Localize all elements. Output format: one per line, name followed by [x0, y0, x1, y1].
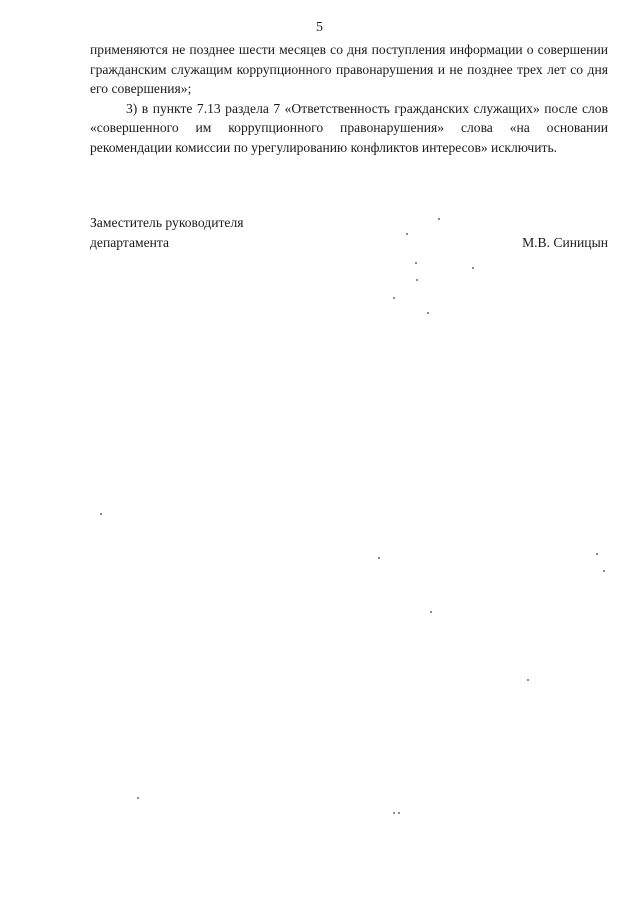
signature-row-2 — [90, 233, 608, 253]
scan-speck — [416, 279, 418, 281]
page-number: 5 — [316, 20, 323, 35]
scan-speck — [406, 233, 408, 235]
scan-speck — [393, 297, 395, 299]
scan-speck — [596, 553, 598, 555]
scan-speck — [427, 312, 429, 314]
signatory-name: М.В. Синицын — [522, 234, 608, 250]
paragraph-continuation: применяются не позднее шести месяцев со дня поступления информации о совершении гражданским служащим коррупционного правонарушения и не позднее трех лет со дня его совершения»; — [90, 42, 608, 96]
scan-speck — [398, 812, 400, 814]
document-body — [90, 40, 608, 157]
scan-speck — [415, 262, 417, 264]
signatory-position-line-1: Заместитель руководителя — [90, 215, 244, 230]
scan-speck — [527, 679, 529, 681]
signature-block — [90, 213, 608, 252]
scan-speck — [137, 797, 139, 799]
scan-speck — [378, 557, 380, 559]
signatory-position-line-2: департамента — [90, 234, 170, 250]
scan-speck — [472, 267, 474, 269]
scan-speck — [100, 513, 102, 515]
signature-row-1 — [90, 213, 608, 233]
scan-speck — [603, 570, 605, 572]
scan-speck — [393, 812, 395, 814]
scan-speck — [430, 611, 432, 613]
paragraph-item-3: 3) в пункте 7.13 раздела 7 «Ответственность гражданских служащих» после слов «совершенного им коррупционного правонарушения» слова «на основании рекомендации комиссии по урегулированию конфликтов интересов» исключить. — [90, 100, 608, 155]
scan-speck — [438, 218, 440, 220]
